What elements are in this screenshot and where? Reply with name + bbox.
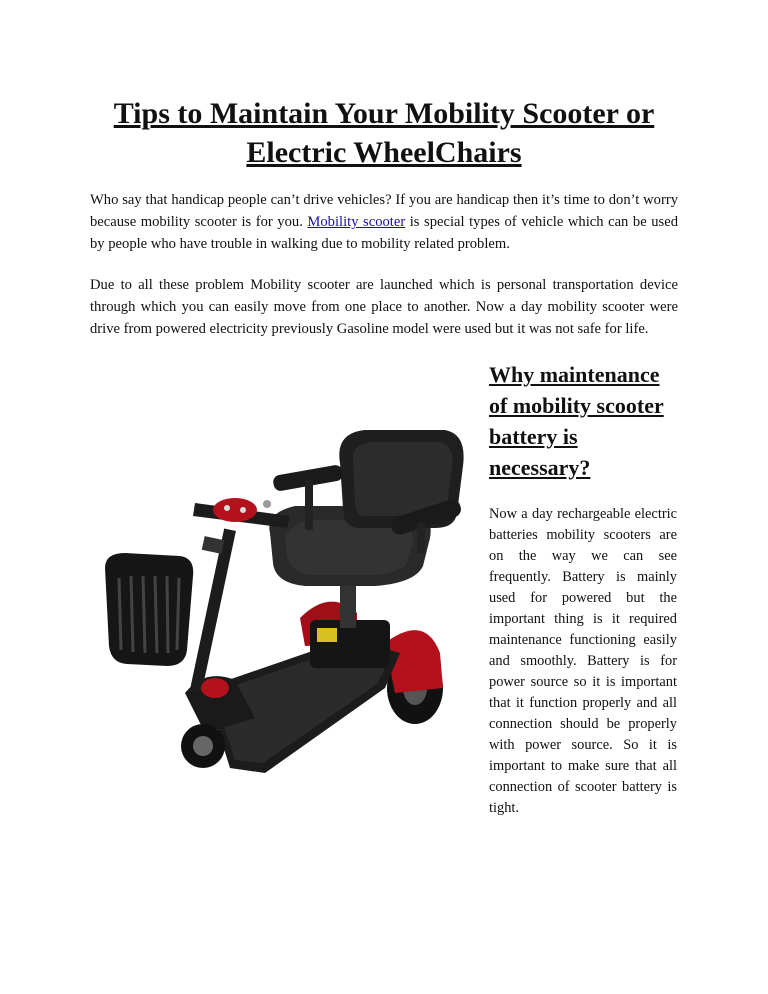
page-title: Tips to Maintain Your Mobility Scooter or Electric WheelChairs <box>113 97 655 169</box>
intro-text-before-link: Who say that handicap people can’t drive vehicles? If you are handicap then it’s time to don’t worry because mobility scooter is for you. <box>90 192 678 230</box>
front-basket <box>105 553 193 666</box>
control-console <box>213 498 257 522</box>
scooter-illustration <box>95 388 467 788</box>
intro-text-after-link: is special types of vehicle which can be used by people who have trouble in walking due to mobility related problem. <box>90 214 678 252</box>
section-body: Now a day rechargeable electric batteries mobility scooters are on the way we can see frequently. Battery is mainly used for powered but the important thing is it required maintenance functioning easily and smoothly. Battery is for power source so it is important that it function properly and all connection should be properly with power source. So it is important to make sure that all connection of scooter battery is tight. <box>489 506 677 816</box>
tiller <box>190 529 236 693</box>
section-heading: Why maintenance of mobility scooter battery is necessary? <box>489 362 664 480</box>
mobility-scooter-image <box>95 388 467 788</box>
mobility-scooter-link[interactable]: Mobility scooter <box>307 214 406 230</box>
second-paragraph: Due to all these problem Mobility scooter are launched which is personal transportation device through which you can easily move from one place to another. Now a day mobility scooter were drive from powered electricity previously Gasoline model were used but it was not safe for life. <box>90 277 678 337</box>
front-red-accent <box>201 678 229 698</box>
intro-paragraph <box>90 189 678 255</box>
